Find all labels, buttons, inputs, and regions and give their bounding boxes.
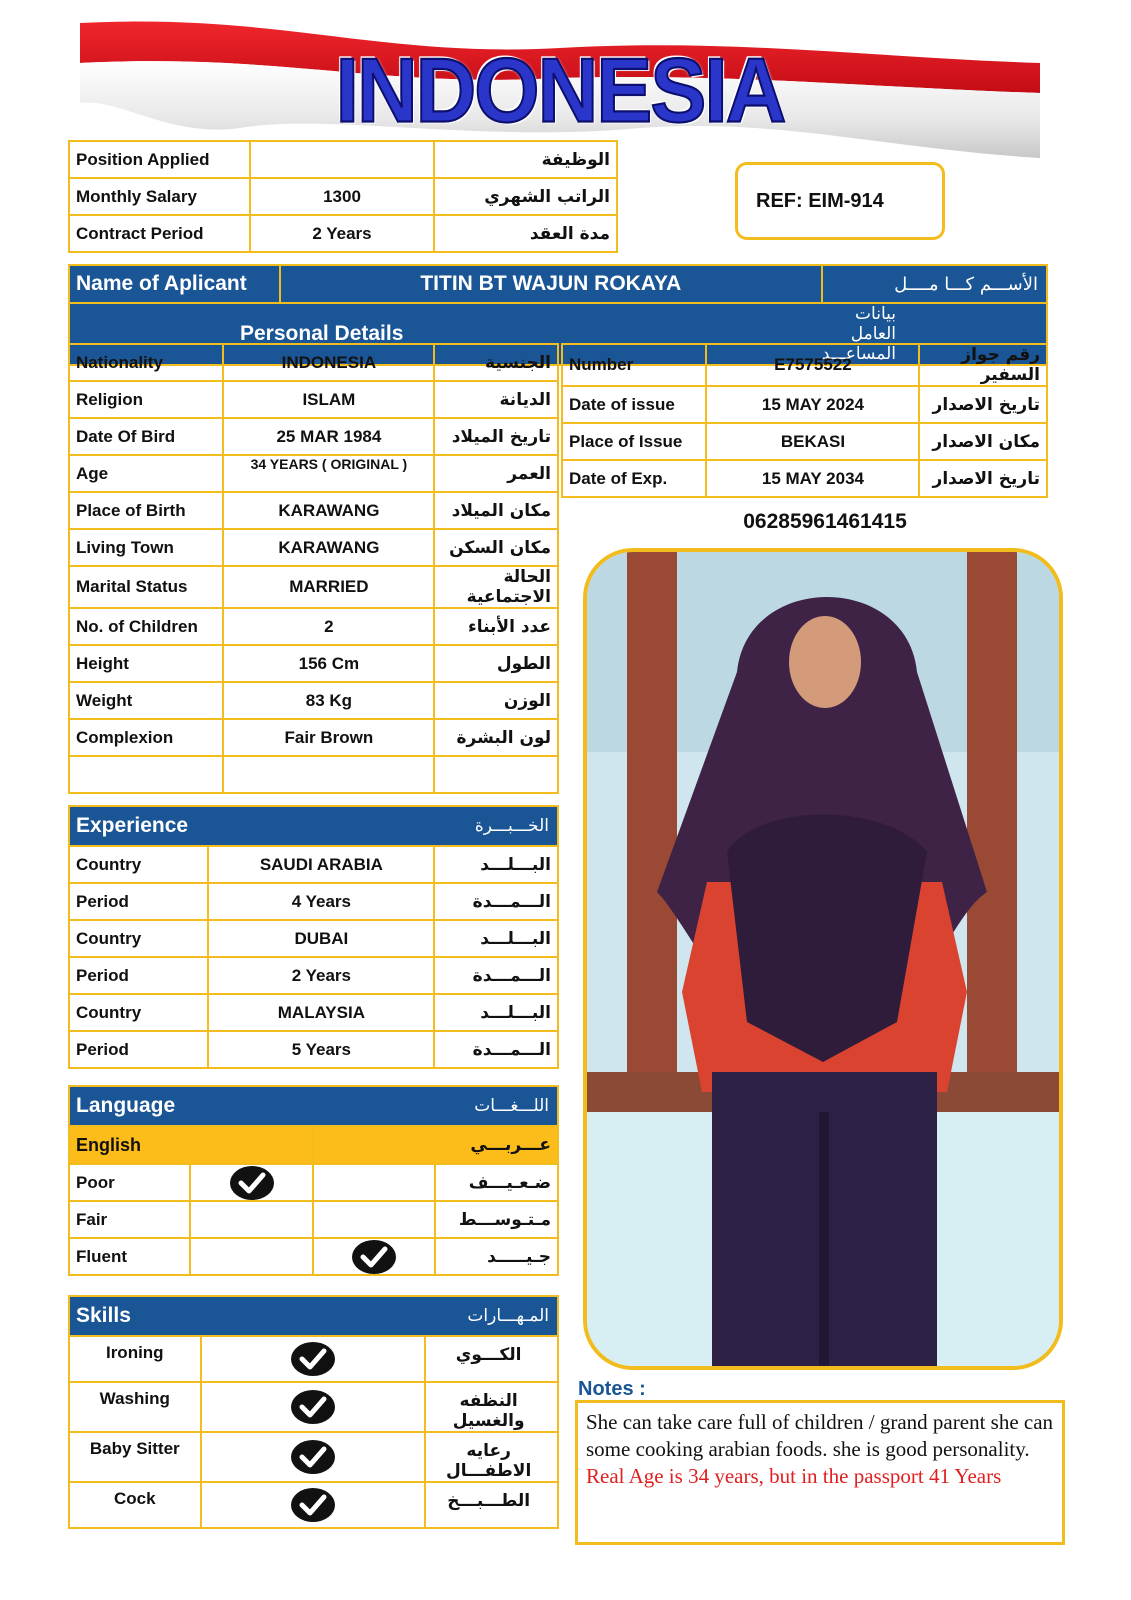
experience-label: Period bbox=[69, 1031, 208, 1068]
header-label-ar: مدة العقد bbox=[434, 215, 617, 252]
header-label-ar: الراتب الشهري bbox=[434, 178, 617, 215]
language-english-cell bbox=[190, 1238, 312, 1275]
language-level-label-ar: جـيـــــد bbox=[435, 1238, 558, 1275]
skills-title: Skills bbox=[69, 1296, 425, 1336]
personal-value: 34 YEARS ( ORIGINAL ) bbox=[223, 455, 434, 492]
personal-row bbox=[69, 418, 558, 455]
skill-label-ar: الطـــبـــخ bbox=[425, 1482, 558, 1528]
experience-value: 2 Years bbox=[208, 957, 434, 994]
phone-number: 06285961461415 bbox=[743, 510, 907, 533]
experience-label: Country bbox=[69, 846, 208, 883]
skill-check-cell bbox=[201, 1336, 426, 1382]
skill-check-cell bbox=[201, 1432, 426, 1482]
header-table bbox=[68, 140, 618, 253]
personal-value: INDONESIA bbox=[223, 344, 434, 381]
applicant-photo-illustration bbox=[587, 552, 1059, 1366]
passport-label: Date of issue bbox=[562, 386, 706, 423]
passport-label-ar: رقم جواز السفير bbox=[919, 344, 1047, 386]
personal-row bbox=[69, 566, 558, 608]
personal-row bbox=[69, 608, 558, 645]
experience-row bbox=[69, 846, 558, 883]
personal-label: Date Of Bird bbox=[69, 418, 223, 455]
language-row bbox=[69, 1201, 558, 1238]
skill-row bbox=[69, 1382, 558, 1432]
language-level-label-ar: مـتـوســـط bbox=[435, 1201, 558, 1238]
experience-value: DUBAI bbox=[208, 920, 434, 957]
experience-row bbox=[69, 883, 558, 920]
header-label: Position Applied bbox=[69, 141, 250, 178]
personal-label-ar: العمر bbox=[434, 455, 558, 492]
experience-label: Country bbox=[69, 920, 208, 957]
experience-title-ar: الخـــبـــرة bbox=[434, 806, 558, 846]
notes-box bbox=[575, 1400, 1065, 1545]
personal-label-ar: لون البشرة bbox=[434, 719, 558, 756]
skill-label: Cock bbox=[69, 1482, 201, 1528]
language-title-ar: اللـــغـــات bbox=[313, 1086, 558, 1126]
personal-value: ISLAM bbox=[223, 381, 434, 418]
experience-table bbox=[68, 805, 559, 1069]
language-row bbox=[69, 1164, 558, 1201]
language-level-label: Fluent bbox=[69, 1238, 190, 1275]
header-row bbox=[69, 215, 617, 252]
personal-label: Marital Status bbox=[69, 566, 223, 608]
passport-label: Date of Exp. bbox=[562, 460, 706, 497]
language-arabic-label: عـــربـــي bbox=[313, 1126, 558, 1164]
personal-label: Weight bbox=[69, 682, 223, 719]
experience-value: 5 Years bbox=[208, 1031, 434, 1068]
personal-label: Height bbox=[69, 645, 223, 682]
language-english-cell bbox=[190, 1164, 312, 1201]
passport-row bbox=[562, 423, 1047, 460]
personal-row bbox=[69, 455, 558, 492]
personal-label: Age bbox=[69, 455, 223, 492]
banner-title: INDONESIA bbox=[335, 39, 785, 141]
passport-label: Number bbox=[562, 344, 706, 386]
notes-text: She can take care full of children / grand parent she can some cooking arabian foods. she is good personality. bbox=[586, 1410, 1054, 1461]
header-row bbox=[69, 178, 617, 215]
experience-value: MALAYSIA bbox=[208, 994, 434, 1031]
header-label: Contract Period bbox=[69, 215, 250, 252]
personal-label-ar: الطول bbox=[434, 645, 558, 682]
checkmark-icon bbox=[291, 1440, 335, 1474]
personal-label-ar: عدد الأبناء bbox=[434, 608, 558, 645]
personal-value: 2 bbox=[223, 608, 434, 645]
language-level-label-ar: ضـعـيـــف bbox=[435, 1164, 558, 1201]
checkmark-icon bbox=[352, 1240, 396, 1274]
header-row bbox=[69, 141, 617, 178]
skill-label-ar: النظفه والغسيل bbox=[425, 1382, 558, 1432]
header-label-ar: الوظيفة bbox=[434, 141, 617, 178]
personal-row bbox=[69, 719, 558, 756]
personal-value: KARAWANG bbox=[223, 492, 434, 529]
passport-value: 15 MAY 2034 bbox=[706, 460, 919, 497]
language-arabic-cell bbox=[313, 1238, 435, 1275]
applicant-photo bbox=[583, 548, 1063, 1370]
experience-value: SAUDI ARABIA bbox=[208, 846, 434, 883]
personal-label-ar: مكان الميلاد bbox=[434, 492, 558, 529]
skill-label: Washing bbox=[69, 1382, 201, 1432]
experience-label-ar: الـــمـــدة bbox=[434, 957, 558, 994]
applicant-name: TITIN BT WAJUN ROKAYA bbox=[280, 265, 822, 303]
skill-label: Baby Sitter bbox=[69, 1432, 201, 1482]
header-value: 2 Years bbox=[250, 215, 433, 252]
passport-row bbox=[562, 386, 1047, 423]
personal-label-ar: الجنسية bbox=[434, 344, 558, 381]
personal-row bbox=[69, 381, 558, 418]
language-english-cell bbox=[190, 1201, 312, 1238]
personal-value: 156 Cm bbox=[223, 645, 434, 682]
skill-label-ar: الكـــوي bbox=[425, 1336, 558, 1382]
applicant-label: Name of Aplicant bbox=[69, 265, 280, 303]
personal-label: Religion bbox=[69, 381, 223, 418]
personal-label: No. of Children bbox=[69, 608, 223, 645]
experience-label-ar: الـــمـــدة bbox=[434, 1031, 558, 1068]
personal-label bbox=[69, 756, 223, 793]
personal-details-title: Personal Details bbox=[69, 303, 822, 365]
passport-label-ar: مكان الاصدار bbox=[919, 423, 1047, 460]
personal-value: 25 MAR 1984 bbox=[223, 418, 434, 455]
personal-value: Fair Brown bbox=[223, 719, 434, 756]
experience-label-ar: البـــلـــد bbox=[434, 920, 558, 957]
personal-label-ar: مكان السكن bbox=[434, 529, 558, 566]
experience-label: Period bbox=[69, 883, 208, 920]
personal-label-ar: تاريخ الميلاد bbox=[434, 418, 558, 455]
language-table bbox=[68, 1085, 559, 1276]
personal-row bbox=[69, 756, 558, 793]
experience-row bbox=[69, 1031, 558, 1068]
header-label: Monthly Salary bbox=[69, 178, 250, 215]
personal-label: Living Town bbox=[69, 529, 223, 566]
language-level-label: Poor bbox=[69, 1164, 190, 1201]
language-english-label: English bbox=[69, 1126, 313, 1164]
skill-check-cell bbox=[201, 1482, 426, 1528]
checkmark-icon bbox=[291, 1342, 335, 1376]
skill-label-ar: رعايه الاطفـــال bbox=[425, 1432, 558, 1482]
experience-title: Experience bbox=[69, 806, 434, 846]
skill-row bbox=[69, 1482, 558, 1528]
passport-label-ar: تاريخ الاصدار bbox=[919, 460, 1047, 497]
skills-table bbox=[68, 1295, 559, 1529]
personal-row bbox=[69, 492, 558, 529]
experience-label-ar: البـــلـــد bbox=[434, 994, 558, 1031]
checkmark-icon bbox=[291, 1488, 335, 1522]
passport-row bbox=[562, 344, 1047, 386]
language-arabic-cell bbox=[313, 1201, 435, 1238]
personal-details-table bbox=[68, 343, 559, 794]
experience-row bbox=[69, 920, 558, 957]
personal-row bbox=[69, 645, 558, 682]
notes-real-age: Real Age is 34 years, but in the passport 41 Years bbox=[586, 1464, 1002, 1488]
language-arabic-cell bbox=[313, 1164, 435, 1201]
header-value: 1300 bbox=[250, 178, 433, 215]
personal-label: Place of Birth bbox=[69, 492, 223, 529]
personal-label-ar: الحالة الاجتماعية bbox=[434, 566, 558, 608]
experience-row bbox=[69, 957, 558, 994]
passport-value: 15 MAY 2024 bbox=[706, 386, 919, 423]
personal-value: MARRIED bbox=[223, 566, 434, 608]
personal-row bbox=[69, 344, 558, 381]
checkmark-icon bbox=[291, 1390, 335, 1424]
experience-row bbox=[69, 994, 558, 1031]
ref-box: REF: EIM-914 bbox=[735, 162, 945, 240]
personal-label-ar bbox=[434, 756, 558, 793]
personal-label: Nationality bbox=[69, 344, 223, 381]
personal-details-title-ar: بيانات العامل المساعـــد bbox=[822, 303, 1047, 365]
passport-label: Place of Issue bbox=[562, 423, 706, 460]
passport-value: BEKASI bbox=[706, 423, 919, 460]
experience-label-ar: الـــمـــدة bbox=[434, 883, 558, 920]
personal-row bbox=[69, 529, 558, 566]
language-title: Language bbox=[69, 1086, 313, 1126]
experience-value: 4 Years bbox=[208, 883, 434, 920]
personal-label-ar: الديانة bbox=[434, 381, 558, 418]
experience-label: Country bbox=[69, 994, 208, 1031]
skill-check-cell bbox=[201, 1382, 426, 1432]
skill-row bbox=[69, 1432, 558, 1482]
personal-value: KARAWANG bbox=[223, 529, 434, 566]
skill-row bbox=[69, 1336, 558, 1382]
passport-table bbox=[561, 343, 1048, 498]
personal-value: 83 Kg bbox=[223, 682, 434, 719]
personal-label: Complexion bbox=[69, 719, 223, 756]
passport-label-ar: تاريخ الاصدار bbox=[919, 386, 1047, 423]
personal-row bbox=[69, 682, 558, 719]
notes-label: Notes : bbox=[578, 1378, 646, 1400]
passport-value: E7575522 bbox=[706, 344, 919, 386]
checkmark-icon bbox=[230, 1166, 274, 1200]
experience-label: Period bbox=[69, 957, 208, 994]
skill-label: Ironing bbox=[69, 1336, 201, 1382]
language-level-label: Fair bbox=[69, 1201, 190, 1238]
header-value bbox=[250, 141, 433, 178]
passport-row bbox=[562, 460, 1047, 497]
language-row bbox=[69, 1238, 558, 1275]
personal-value bbox=[223, 756, 434, 793]
experience-label-ar: البـــلـــد bbox=[434, 846, 558, 883]
applicant-label-ar: الأســـم كـــا مــــل bbox=[822, 265, 1047, 303]
skills-title-ar: المـهـــارات bbox=[425, 1296, 558, 1336]
personal-label-ar: الوزن bbox=[434, 682, 558, 719]
